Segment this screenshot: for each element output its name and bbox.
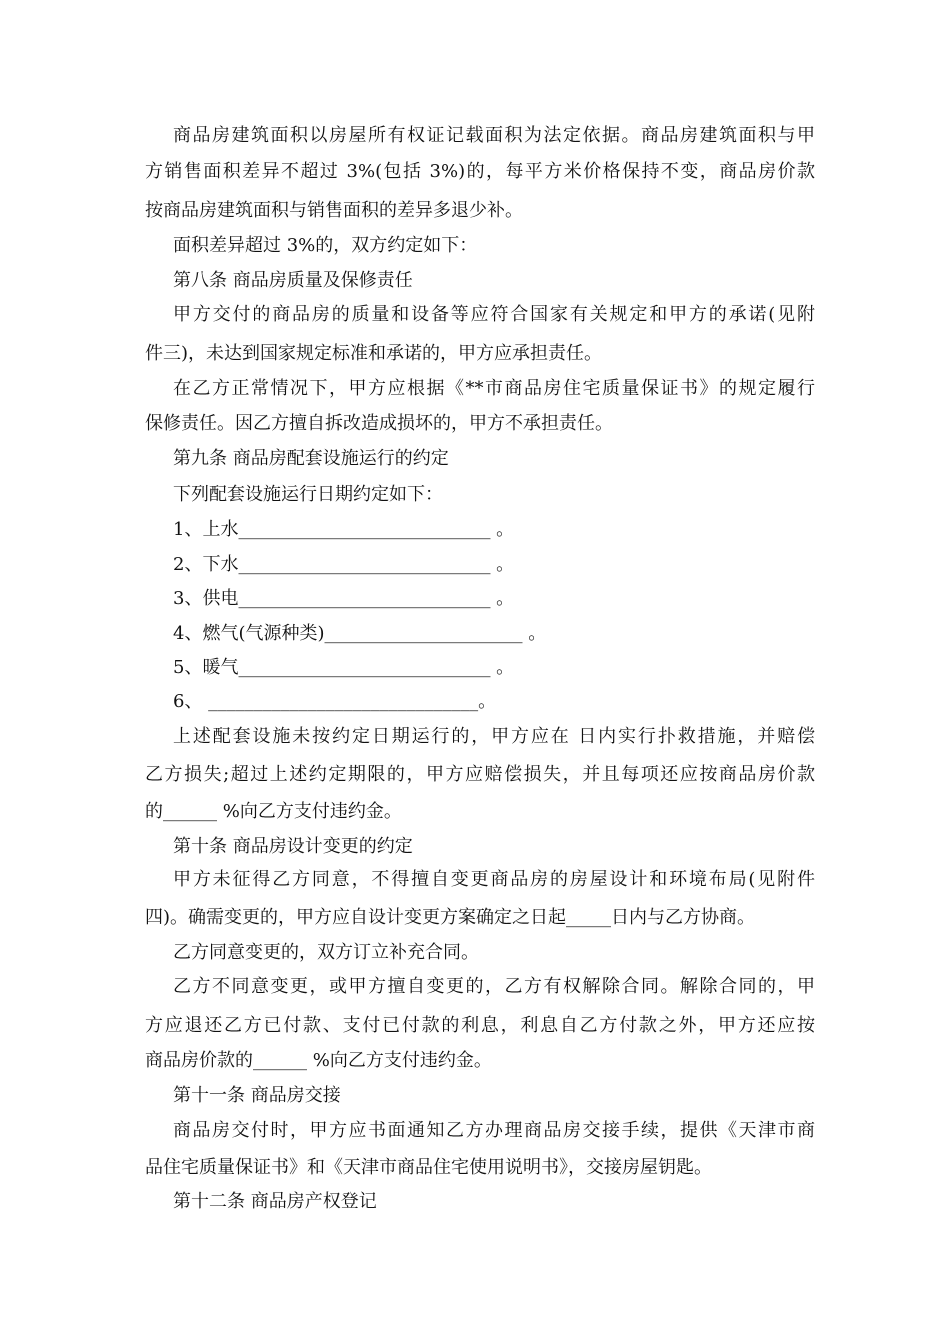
paragraph-line: 商品房交付时，甲方应书面通知乙方办理商品房交接手续，提供《天津市商 bbox=[173, 1120, 815, 1141]
paragraph-line: 下列配套设施运行日期约定如下： bbox=[173, 484, 443, 505]
paragraph-line: 乙方同意变更的，双方订立补充合同。 bbox=[173, 942, 479, 963]
list-item: 5、暖气____________________________ 。 bbox=[173, 657, 515, 678]
list-item: 2、下水____________________________ 。 bbox=[173, 554, 515, 575]
paragraph-line: 上述配套设施未按约定日期运行的，甲方应在 日内实行扑救措施，并赔偿 bbox=[173, 726, 815, 747]
paragraph-line: 商品房建筑面积以房屋所有权证记载面积为法定依据。商品房建筑面积与甲 bbox=[173, 125, 815, 146]
list-item: 6、 ______________________________。 bbox=[173, 691, 497, 712]
list-item: 4、燃气(气源种类)______________________ 。 bbox=[173, 623, 547, 644]
section-heading: 第十条 商品房设计变更的约定 bbox=[173, 836, 413, 857]
paragraph-line: 件三)，未达到国家规定标准和承诺的，甲方应承担责任。 bbox=[145, 343, 603, 364]
section-heading: 第九条 商品房配套设施运行的约定 bbox=[173, 448, 449, 469]
paragraph-line: 的______ %向乙方支付违约金。 bbox=[145, 801, 402, 822]
paragraph-line: 乙方不同意变更，或甲方擅自变更的，乙方有权解除合同。解除合同的，甲 bbox=[173, 976, 815, 997]
paragraph-line: 在乙方正常情况下，甲方应根据《**市商品房住宅质量保证书》的规定履行 bbox=[173, 378, 815, 399]
paragraph-line: 甲方未征得乙方同意，不得擅自变更商品房的房屋设计和环境布局(见附件 bbox=[173, 869, 815, 890]
section-heading: 第八条 商品房质量及保修责任 bbox=[173, 270, 413, 291]
paragraph-line: 面积差异超过 3%的，双方约定如下： bbox=[173, 235, 478, 256]
paragraph-line: 按商品房建筑面积与销售面积的差异多退少补。 bbox=[145, 200, 523, 221]
section-heading: 第十一条 商品房交接 bbox=[173, 1085, 341, 1106]
paragraph-line: 甲方交付的商品房的质量和设备等应符合国家有关规定和甲方的承诺(见附 bbox=[173, 304, 815, 325]
paragraph-line: 四)。确需变更的，甲方应自设计变更方案确定之日起_____日内与乙方协商。 bbox=[145, 907, 756, 928]
paragraph-line: 方应退还乙方已付款、支付已付款的利息，利息自乙方付款之外，甲方还应按 bbox=[145, 1015, 815, 1036]
list-item: 1、上水____________________________ 。 bbox=[173, 519, 515, 540]
paragraph-line: 品住宅质量保证书》和《天津市商品住宅使用说明书》，交接房屋钥匙。 bbox=[145, 1157, 712, 1178]
paragraph-line: 商品房价款的______ %向乙方支付违约金。 bbox=[145, 1050, 492, 1071]
paragraph-line: 方销售面积差异不超过 3%(包括 3%)的，每平方米价格保持不变，商品房价款 bbox=[145, 161, 815, 182]
paragraph-line: 乙方损失;超过上述约定期限的，甲方应赔偿损失，并且每项还应按商品房价款 bbox=[145, 764, 815, 785]
paragraph-line: 保修责任。因乙方擅自拆改造成损坏的，甲方不承担责任。 bbox=[145, 413, 613, 434]
section-heading: 第十二条 商品房产权登记 bbox=[173, 1191, 377, 1212]
list-item: 3、供电____________________________ 。 bbox=[173, 588, 515, 609]
